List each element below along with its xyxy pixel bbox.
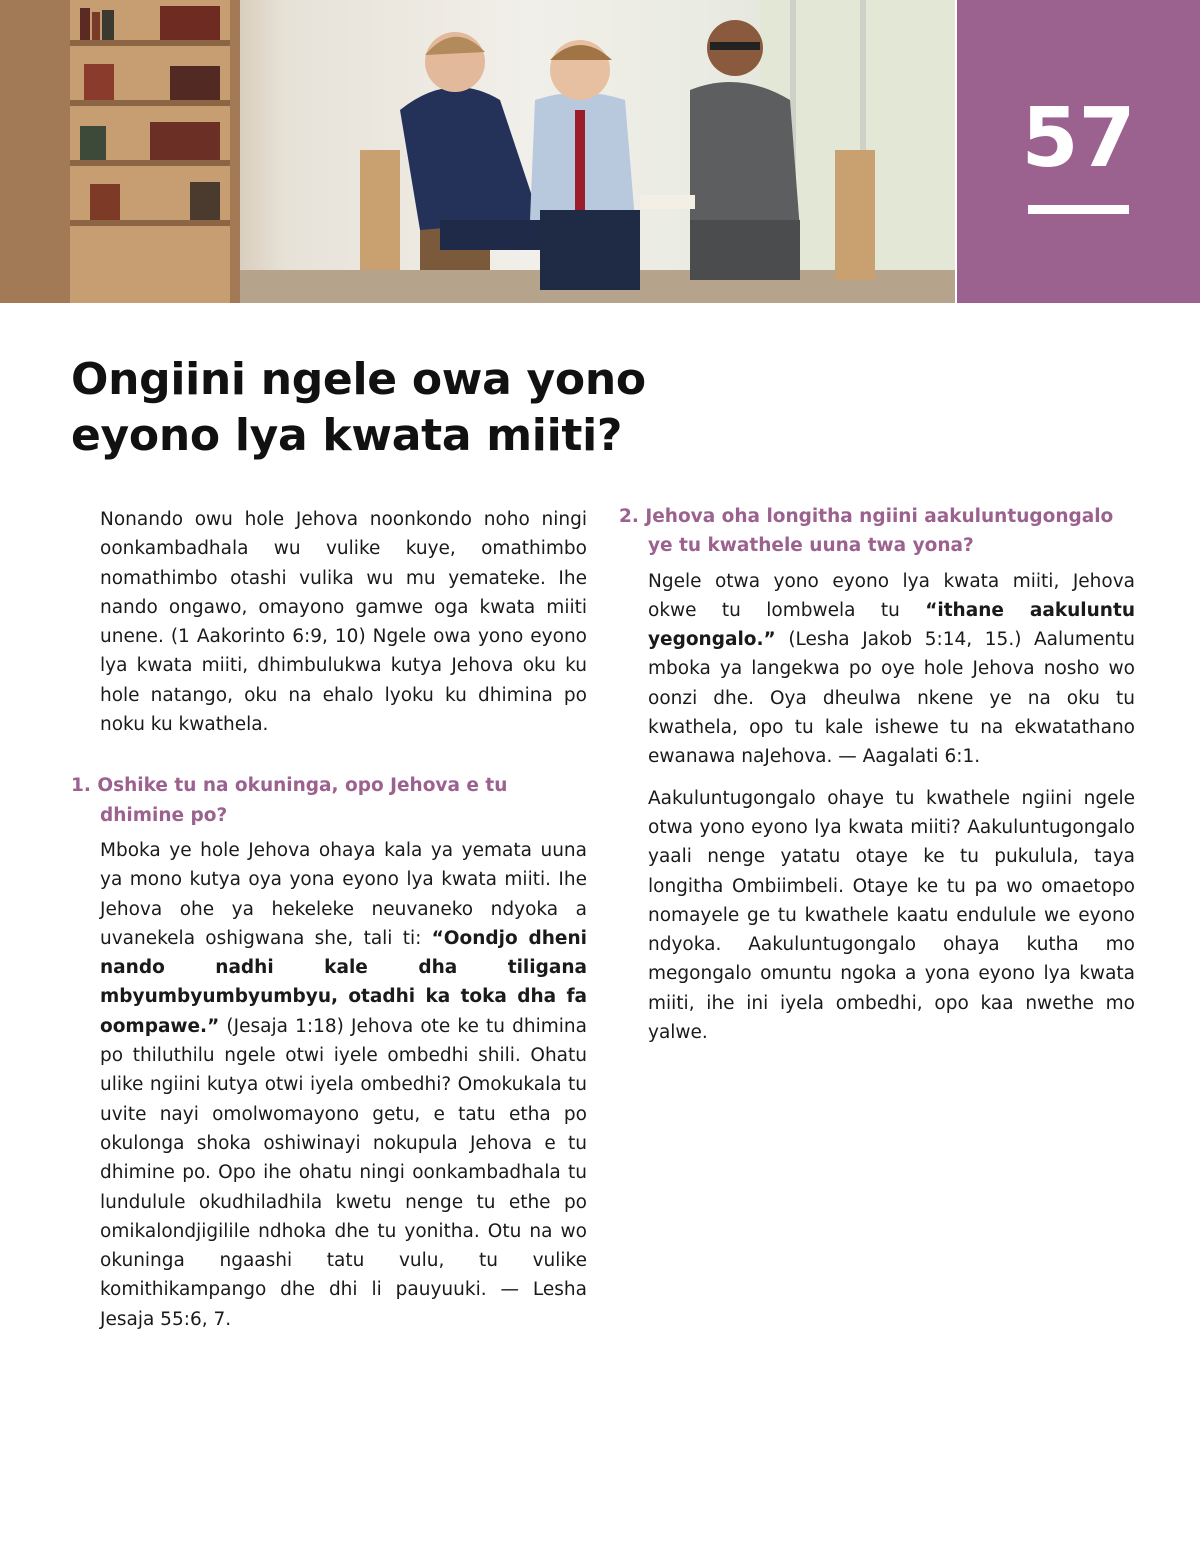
question-1: 1. Oshike tu na okuninga, opo Jehova e tu dhimine po? — [71, 775, 508, 826]
lesson-number-badge — [957, 0, 1200, 303]
left-column — [71, 505, 587, 1346]
page-title — [71, 352, 771, 464]
answer-1-text-a: Mboka ye hole Jehova ohaya kala ya yemata uuna ya mono kutya oya yona eyono lya kwata miiti. Ihe Jehova ohe ya hekeleke neuvaneko ndyoka a uvanekela oshigwana she, tali ti: — [100, 839, 587, 949]
intro-paragraph: Nonando owu hole Jehova noonkondo noho ningi oonkambadhala wu vulike kuye, omathimbo nomathimbo otashi vulika wu mu yemateke. Ihe nando ongawo, omayono gamwe oga kwata miiti unene. (1 Aakorinto 6:9, 10) Ngele owa yono eyono lya kwata miiti, dhimbulukwa kutya Jehova oku ku hole natango, oku na ehalo lyoku ku dhimina po noku ku kwathela. — [100, 509, 587, 736]
question-2: 2. Jehova oha longitha ngiini aakuluntugongalo ye tu kwathele uuna twa yona? — [619, 506, 1114, 557]
title-line-1: Ongiini ngele owa yono — [71, 354, 646, 405]
answer-1-quote: “Oondjo dheni nando nadhi kale dha tiligana mbyumbyumbyumbyu, otadhi ka toka dha fa oompawe.” — [100, 927, 587, 1037]
man-middle — [530, 40, 640, 290]
title-line-2: eyono lya kwata miiti? — [71, 410, 623, 461]
answer-2-text-a: Ngele otwa yono eyono lya kwata miiti, Jehova okwe tu lombwela tu — [648, 570, 1135, 621]
right-column — [619, 502, 1135, 1059]
answer-1-text-b: (Jesaja 1:18) Jehova ote ke tu dhimina po thiluthilu ngele otwi iyele ombedhi shili. Ohatu ulike ngiini kutya otwi iyela ombedhi? Omokukala tu uvite nayi omolwomayono getu, e tatu etha po okulonga shoka oshiwinayi nokupula Jehova e tu dhimine po. Opo ihe ohatu ningi oonkambadhala tu lundulule okudhiladhila kwetu nenge tu ethe po omikalondjigilile ndhoka dhe tu yonitha. Otu na wo okuninga ngaashi tatu vulu, tu vulike komithikampango dhe dhi li pauyuuki. — Lesha Jesaja 55:6, 7. — [100, 1015, 587, 1330]
answer-1-paragraph — [100, 836, 587, 1334]
lesson-number: 57 — [1021, 91, 1136, 186]
answer-2-quote: “ithane aakuluntu yegongalo.” — [648, 599, 1135, 651]
hero-photo — [0, 0, 955, 303]
answer-2-paragraph-2: Aakuluntugongalo ohaye tu kwathele ngiini ngele otwa yono eyono lya kwata miiti? Aakuluntugongalo yaali nenge yatatu otaye ke tu pukulula, taya longitha Ombiimbeli. Otaye ke tu pa wo omaetopo nomayele ge tu kwathele kaatu endulule we eyono ndyoka. Aakuluntugongalo ohaya kutha mo megongalo omuntu ngoka a yona eyono lya kwata miiti, ihe ini iyela ombedhi, opo kaa nwethe mo yalwe. — [648, 787, 1135, 1044]
man-left — [400, 32, 550, 270]
hero-illustration — [0, 0, 955, 303]
answer-2-paragraph — [648, 567, 1135, 772]
badge-underline — [1028, 205, 1129, 214]
answer-2-text-b: (Lesha Jakob 5:14, 15.) Aalumentu mboka ya langekwa po oye hole Jehova nosho wo oonzi dhe. Oya dheulwa nkene ye na oku tu kwathela, opo tu kale ishewe tu na ekwatathano ewanawa naJehova. — Aagalati 6:1. — [648, 629, 1135, 768]
